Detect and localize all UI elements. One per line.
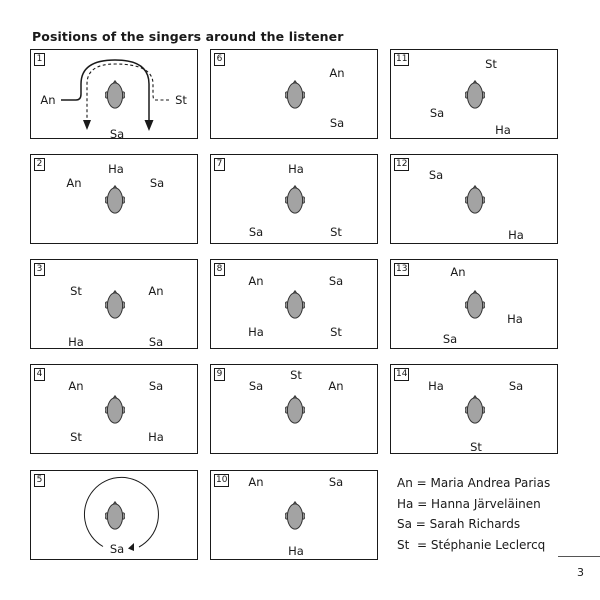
panel-1 bbox=[30, 49, 198, 139]
singer-label-ha: Ha bbox=[68, 335, 84, 349]
singer-label-sa: Sa bbox=[109, 127, 125, 141]
panel-number: 11 bbox=[396, 54, 408, 64]
singer-label-ha: Ha bbox=[428, 379, 444, 393]
panel-number: 8 bbox=[214, 263, 225, 276]
legend-item-st: St = Stéphanie Leclercq bbox=[397, 537, 546, 552]
listener-head-icon bbox=[105, 290, 125, 320]
panel-number: 14 bbox=[396, 369, 408, 379]
panel-13 bbox=[390, 259, 558, 349]
singer-label-st: St bbox=[330, 325, 342, 339]
singer-label-ha: Ha bbox=[248, 325, 264, 339]
panel-number: 5 bbox=[34, 474, 45, 487]
singer-label-an: An bbox=[248, 475, 264, 489]
listener-head-icon bbox=[465, 80, 485, 110]
listener-head-icon bbox=[105, 395, 125, 425]
page-title: Positions of the singers around the listener bbox=[32, 29, 344, 44]
panel-number: 2 bbox=[34, 158, 45, 171]
listener-head-icon bbox=[285, 290, 305, 320]
singer-label-ha: Ha bbox=[507, 312, 523, 326]
legend-item-sa: Sa = Sarah Richards bbox=[397, 517, 521, 531]
panel-number: 7 bbox=[214, 158, 225, 171]
panel-11 bbox=[390, 49, 558, 139]
panel-9 bbox=[210, 364, 378, 454]
listener-head-icon bbox=[465, 395, 485, 425]
singer-label-sa: Sa bbox=[428, 168, 444, 182]
panel-number: 9 bbox=[214, 368, 225, 381]
singer-label-an: An bbox=[40, 93, 56, 107]
footer-rule bbox=[558, 556, 600, 557]
singer-label-sa: Sa bbox=[148, 335, 164, 349]
singer-label-sa: Sa bbox=[329, 116, 345, 130]
panel-number: 6 bbox=[214, 53, 225, 66]
singer-label-st: St bbox=[175, 93, 187, 107]
panel-number: 10 bbox=[216, 475, 228, 485]
singer-label-sa: Sa bbox=[429, 106, 445, 120]
singer-label-an: An bbox=[328, 379, 344, 393]
singer-label-sa: Sa bbox=[442, 332, 458, 346]
singer-label-st: St bbox=[70, 284, 82, 298]
listener-head-icon bbox=[285, 395, 305, 425]
singer-label-st: St bbox=[70, 430, 82, 444]
singer-label-sa: Sa bbox=[328, 274, 344, 288]
singer-label-an: An bbox=[68, 379, 84, 393]
singer-label-ha: Ha bbox=[288, 162, 304, 176]
singer-label-ha: Ha bbox=[508, 228, 524, 242]
singer-label-st: St bbox=[485, 57, 497, 71]
singer-label-st: St bbox=[330, 225, 342, 239]
page-number: 3 bbox=[577, 566, 584, 579]
panel-10 bbox=[210, 470, 378, 560]
panel-12 bbox=[390, 154, 558, 244]
panel-number: 12 bbox=[396, 159, 408, 169]
listener-head-icon bbox=[285, 185, 305, 215]
panel-5 bbox=[30, 470, 198, 560]
singer-label-an: An bbox=[148, 284, 164, 298]
singer-label-an: An bbox=[329, 66, 345, 80]
singer-label-sa: Sa bbox=[148, 379, 164, 393]
listener-head-icon bbox=[285, 501, 305, 531]
panel-6 bbox=[210, 49, 378, 139]
panel-7 bbox=[210, 154, 378, 244]
listener-head-icon bbox=[465, 290, 485, 320]
panel-4 bbox=[30, 364, 198, 454]
singer-label-st: St bbox=[290, 368, 302, 382]
singer-label-sa: Sa bbox=[328, 475, 344, 489]
singer-label-ha: Ha bbox=[288, 544, 304, 558]
panel-14 bbox=[390, 364, 558, 454]
panel-number: 13 bbox=[396, 264, 408, 274]
panel-number: 4 bbox=[34, 368, 45, 381]
panel-2 bbox=[30, 154, 198, 244]
singer-label-ha: Ha bbox=[108, 162, 124, 176]
singer-label-sa: Sa bbox=[248, 225, 264, 239]
panel-number: 1 bbox=[34, 53, 45, 66]
legend bbox=[397, 473, 550, 555]
singer-label-an: An bbox=[450, 265, 466, 279]
listener-head-icon bbox=[465, 185, 485, 215]
singer-label-sa: Sa bbox=[248, 379, 264, 393]
listener-head-icon bbox=[285, 80, 305, 110]
singer-label-ha: Ha bbox=[148, 430, 164, 444]
singer-label-sa: Sa bbox=[149, 176, 165, 190]
legend-item-an: An = Maria Andrea Parias bbox=[397, 476, 551, 490]
singer-label-an: An bbox=[248, 274, 264, 288]
singer-label-sa: Sa bbox=[109, 542, 125, 556]
panel-8 bbox=[210, 259, 378, 349]
singer-label-sa: Sa bbox=[508, 379, 524, 393]
singer-label-st: St bbox=[470, 440, 482, 454]
listener-head-icon bbox=[105, 185, 125, 215]
panel-3 bbox=[30, 259, 198, 349]
legend-item-ha: Ha = Hanna Järveläinen bbox=[397, 496, 541, 511]
singer-label-an: An bbox=[66, 176, 82, 190]
circular-path-icon bbox=[31, 471, 197, 559]
singer-label-ha: Ha bbox=[495, 123, 511, 137]
movement-arrow-icon bbox=[31, 50, 197, 141]
panel-number: 3 bbox=[34, 263, 45, 276]
